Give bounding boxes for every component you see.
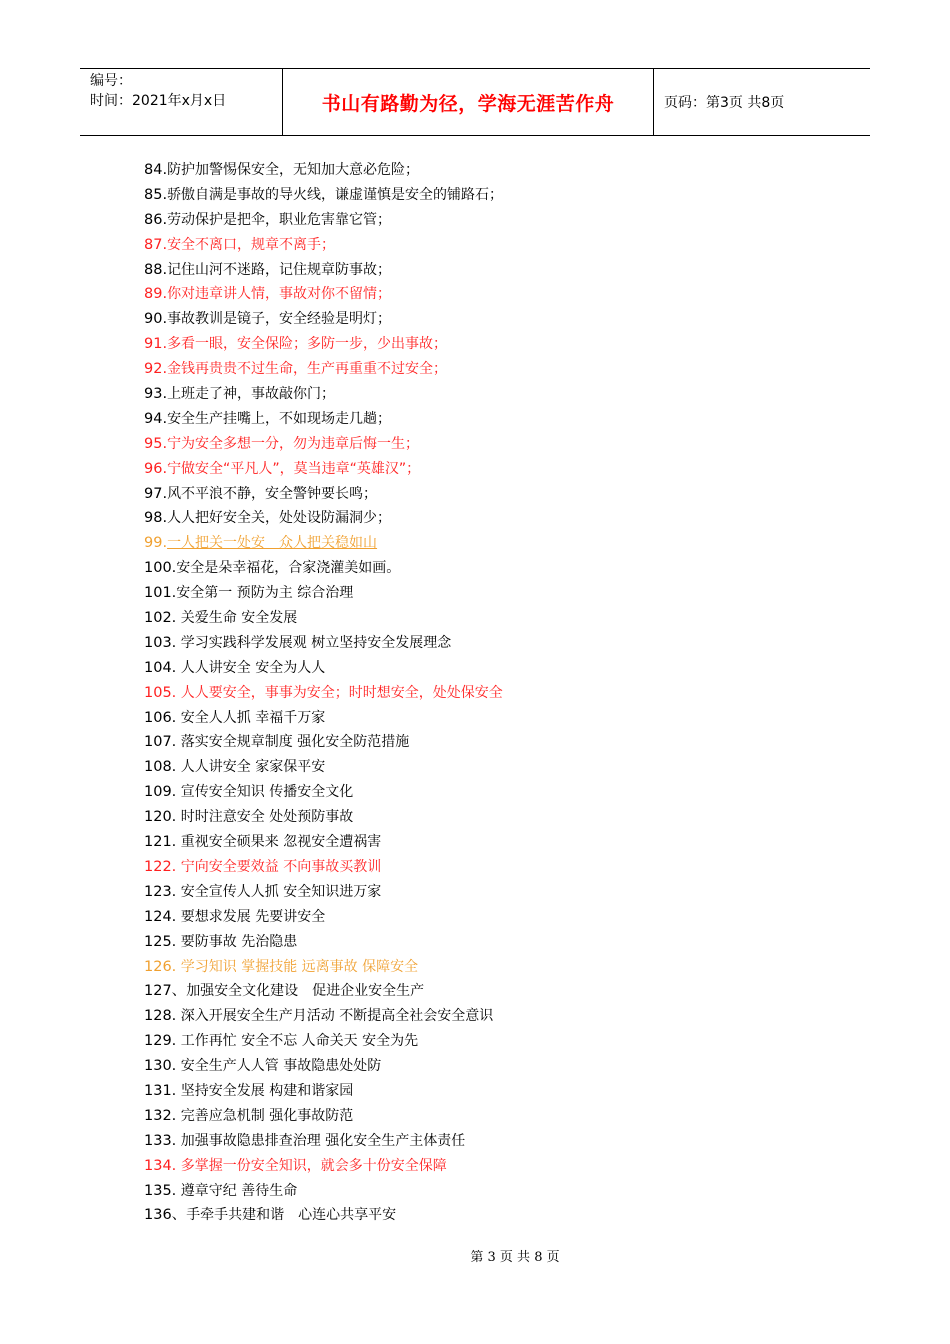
list-item: [144, 506, 864, 531]
item-text: 多看一眼，安全保险；多防一步，少出事故；: [167, 336, 448, 353]
item-number: 94.: [144, 410, 168, 427]
list-item: [144, 755, 864, 780]
item-text: 手牵手共建和谐 心连心共享平安: [186, 1207, 397, 1224]
list-item: [144, 457, 864, 482]
item-text: 完善应急机制 强化事故防范: [176, 1107, 354, 1124]
list-item: [144, 556, 864, 581]
time-label: 时间：2021年x月x日: [90, 93, 227, 109]
item-number: 87.: [144, 236, 168, 253]
item-text: 安全宣传人人抓 安全知识进万家: [176, 883, 382, 900]
item-number: 132.: [144, 1107, 177, 1124]
item-text: 安全是朵幸福花，合家浇灌美如画。: [176, 560, 401, 577]
item-number: 128.: [144, 1008, 177, 1025]
list-item: [144, 1029, 864, 1054]
item-number: 99.: [144, 535, 168, 552]
page-footer: [0, 1246, 950, 1265]
list-item: [144, 681, 864, 706]
list-item: [144, 382, 864, 407]
item-text: 宣传安全知识 传播安全文化: [176, 784, 354, 801]
item-text: 安全人人抓 幸福千万家: [176, 709, 326, 726]
item-text: 关爱生命 安全发展: [176, 610, 298, 627]
item-number: 108.: [144, 759, 177, 776]
page-header: [80, 68, 870, 136]
item-number: 123.: [144, 883, 177, 900]
item-number: 91.: [144, 336, 168, 353]
item-text: 重视安全硕果来 忽视安全遭祸害: [176, 834, 382, 851]
item-text: 学习实践科学发展观 树立坚持安全发展理念: [176, 634, 452, 651]
item-number: 120.: [144, 809, 177, 826]
list-item: [144, 482, 864, 507]
list-item: [144, 1004, 864, 1029]
item-number: 124.: [144, 908, 177, 925]
list-item: [144, 1203, 864, 1228]
item-text: 人人讲安全 家家保平安: [176, 759, 326, 776]
item-text: 宁为安全多想一分，勿为违章后悔一生；: [167, 435, 420, 452]
list-item: [144, 282, 864, 307]
list-item: [144, 332, 864, 357]
list-item: [144, 1129, 864, 1154]
item-number: 135.: [144, 1182, 177, 1199]
item-text: 加强事故隐患排查治理 强化安全生产主体责任: [176, 1132, 466, 1149]
list-item: [144, 880, 864, 905]
item-number: 84.: [144, 162, 168, 178]
list-item: [144, 158, 864, 183]
list-item: [144, 233, 864, 258]
item-text: 学习知识 掌握技能 远离事故 保障安全: [176, 958, 419, 975]
list-item: [144, 307, 864, 332]
list-item: [144, 1054, 864, 1079]
list-item: [144, 1179, 864, 1204]
item-text: 安全生产人人管 事故隐患处处防: [176, 1058, 382, 1075]
motto-text: 书山有路勤为径，学海无涯苦作舟: [321, 92, 615, 115]
item-text: 安全不离口，规章不离手；: [167, 236, 336, 253]
item-text: 要想求发展 先要讲安全: [176, 908, 326, 925]
list-item: [144, 258, 864, 283]
item-text: 风不平浪不静，安全警钟要长鸣；: [167, 485, 378, 502]
item-text: 遵章守纪 善待生命: [176, 1182, 298, 1199]
item-number: 129.: [144, 1033, 177, 1050]
list-item: [144, 656, 864, 681]
item-text: 宁向安全要效益 不向事故买教训: [176, 858, 382, 875]
item-number: 92.: [144, 361, 168, 378]
list-item: [144, 979, 864, 1004]
item-text: 多掌握一份安全知识，就会多十份安全保障: [176, 1157, 447, 1174]
list-item: [144, 706, 864, 731]
item-text: 落实安全规章制度 强化安全防范措施: [176, 734, 410, 751]
item-text: 深入开展安全生产月活动 不断提高全社会安全意识: [176, 1008, 494, 1025]
item-text: 工作再忙 安全不忘 人命关天 安全为先: [176, 1033, 419, 1050]
item-text: 加强安全文化建设 促进企业安全生产: [186, 983, 425, 1000]
header-meta: [80, 69, 283, 135]
list-item: [144, 531, 864, 556]
item-number: 109.: [144, 784, 177, 801]
list-item: [144, 1079, 864, 1104]
item-text: 记住山河不迷路，记住规章防事故；: [167, 261, 392, 278]
item-number: 133.: [144, 1132, 177, 1149]
item-number: 95.: [144, 435, 168, 452]
item-number: 89.: [144, 286, 168, 303]
list-item: [144, 581, 864, 606]
item-text: 上班走了神，事故敲你门；: [167, 386, 336, 403]
item-number: 100.: [144, 560, 177, 577]
item-number: 122.: [144, 858, 177, 875]
header-motto-cell: [283, 69, 654, 135]
item-text: 人人把好安全关，处处设防漏洞少；: [167, 510, 392, 527]
item-number: 126.: [144, 958, 177, 975]
list-item: [144, 357, 864, 382]
item-text: 要防事故 先治隐患: [176, 933, 298, 950]
item-text: 安全第一 预防为主 综合治理: [176, 585, 354, 602]
item-text: 骄傲自满是事故的导火线，谦虚谨慎是安全的铺路石；: [167, 186, 504, 203]
item-number: 131.: [144, 1082, 177, 1099]
list-item: [144, 830, 864, 855]
item-number: 127、: [144, 983, 187, 1000]
item-number: 107.: [144, 734, 177, 751]
item-number: 134.: [144, 1157, 177, 1174]
list-item: [144, 805, 864, 830]
code-label: 编号：: [90, 73, 132, 89]
list-item: [144, 855, 864, 880]
list-item: [144, 606, 864, 631]
list-item: [144, 730, 864, 755]
item-text: 时时注意安全 处处预防事故: [176, 809, 354, 826]
item-text: 宁做安全“平凡人”，莫当违章“英雄汉”；: [167, 460, 421, 477]
item-number: 97.: [144, 485, 168, 502]
list-item: [144, 208, 864, 233]
item-number: 86.: [144, 211, 168, 228]
item-number: 101.: [144, 585, 177, 602]
item-number: 130.: [144, 1058, 177, 1075]
item-number: 121.: [144, 834, 177, 851]
item-text: 劳动保护是把伞，职业危害靠它管；: [167, 211, 392, 228]
item-number: 93.: [144, 386, 168, 403]
item-number: 105.: [144, 684, 177, 701]
item-number: 88.: [144, 261, 168, 278]
header-page-code: [654, 69, 870, 135]
item-number: 136、: [144, 1207, 187, 1224]
item-number: 106.: [144, 709, 177, 726]
list-item: [144, 780, 864, 805]
item-text: 事故教训是镜子，安全经验是明灯；: [167, 311, 392, 328]
item-number: 104.: [144, 659, 177, 676]
list-item: [144, 1154, 864, 1179]
list-item: [144, 1104, 864, 1129]
list-item: [144, 905, 864, 930]
item-number: 125.: [144, 933, 177, 950]
list-item: [144, 631, 864, 656]
page-code-text: 页码：第3页 共8页: [664, 95, 785, 111]
list-item: [144, 955, 864, 980]
item-text: 你对违章讲人情，事故对你不留情；: [167, 286, 392, 303]
item-number: 96.: [144, 460, 168, 477]
item-text: 防护加警惕保安全，无知加大意必危险；: [167, 162, 420, 178]
footer-page-number: 第 3 页 共 8 页: [470, 1250, 560, 1265]
slogan-list: [144, 158, 864, 1228]
item-text: 金钱再贵贵不过生命，生产再重重不过安全；: [167, 361, 448, 378]
item-number: 90.: [144, 311, 168, 328]
item-text: 人人讲安全 安全为人人: [176, 659, 326, 676]
item-text: 坚持安全发展 构建和谐家园: [176, 1082, 354, 1099]
item-number: 85.: [144, 186, 168, 203]
item-text: 安全生产挂嘴上，不如现场走几趟；: [167, 410, 392, 427]
list-item: [144, 183, 864, 208]
item-text: 人人要安全，事事为安全；时时想安全，处处保安全: [176, 684, 503, 701]
item-number: 103.: [144, 634, 177, 651]
item-number: 102.: [144, 610, 177, 627]
list-item: [144, 432, 864, 457]
list-item: [144, 407, 864, 432]
list-item: [144, 930, 864, 955]
item-text: 一人把关一处安 众人把关稳如山: [167, 535, 378, 552]
item-number: 98.: [144, 510, 168, 527]
